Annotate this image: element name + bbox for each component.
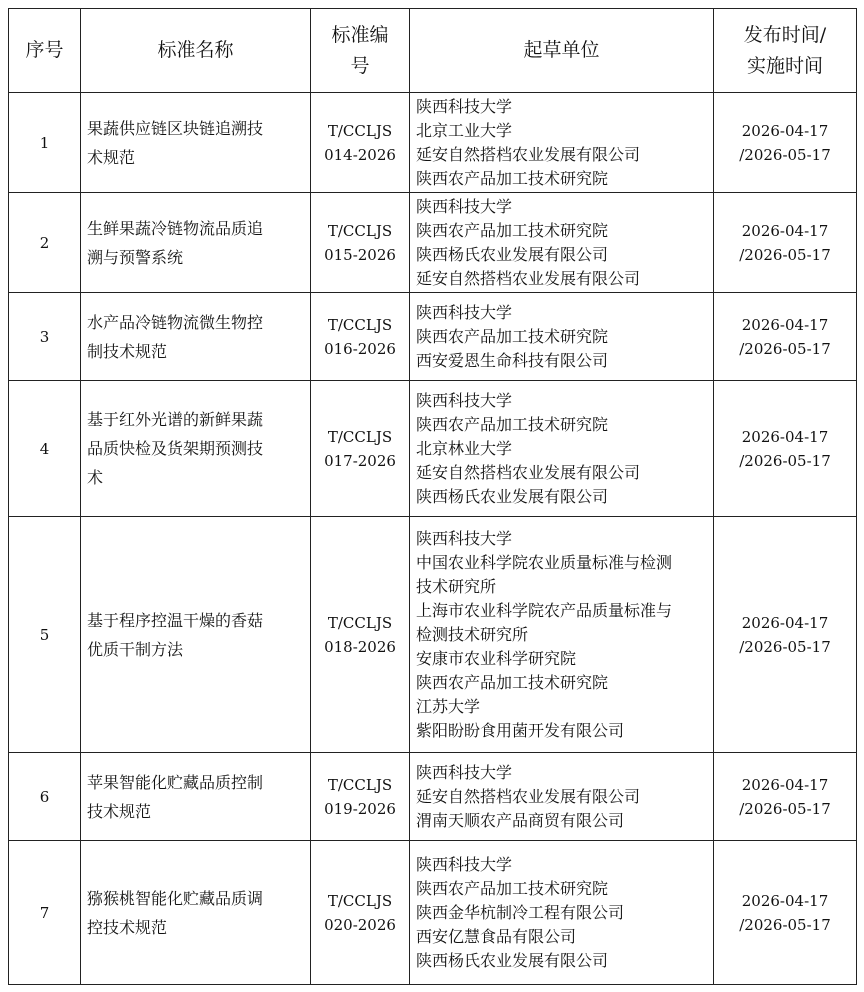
drafting-org: 陕西科技大学 bbox=[416, 96, 513, 116]
cell-no: 6 bbox=[9, 753, 81, 841]
cell-standard-name bbox=[81, 293, 311, 381]
drafting-org: 陕西科技大学 bbox=[416, 196, 513, 216]
standard-code-line: 018-2026 bbox=[324, 637, 396, 656]
cell-no: 7 bbox=[9, 841, 81, 985]
standard-name-line: 基于红外光谱的新鲜果蔬 bbox=[87, 410, 264, 429]
date-line: 2026-04-17 bbox=[741, 891, 829, 910]
date-line: /2026-05-17 bbox=[739, 915, 831, 934]
standard-name-line: 控技术规范 bbox=[87, 917, 168, 937]
standard-name-line: 水产品冷链物流微生物控 bbox=[87, 312, 264, 332]
drafting-org: 陕西科技大学 bbox=[416, 762, 513, 782]
cell-standard-name bbox=[81, 193, 311, 293]
drafting-org: 渭南天顺农产品商贸有限公司 bbox=[416, 810, 625, 830]
cell-no: 2 bbox=[9, 193, 81, 293]
cell-standard-code bbox=[311, 293, 410, 381]
standard-name-line: 溯与预警系统 bbox=[87, 247, 184, 267]
cell-standard-name bbox=[81, 841, 311, 985]
standard-name-line: 优质干制方法 bbox=[87, 639, 184, 659]
date-line: /2026-05-17 bbox=[739, 145, 831, 164]
standard-code-line: T/CCLJS bbox=[327, 891, 393, 910]
drafting-org: 上海市农业科学院农产品质量标准与 bbox=[416, 600, 673, 620]
drafting-org: 延安自然搭档农业发展有限公司 bbox=[416, 268, 641, 288]
cell-drafting-orgs bbox=[410, 517, 714, 753]
cell-standard-code bbox=[311, 841, 410, 985]
drafting-org: 延安自然搭档农业发展有限公司 bbox=[416, 462, 641, 482]
cell-standard-name bbox=[81, 381, 311, 517]
drafting-org: 陕西科技大学 bbox=[416, 302, 513, 322]
drafting-org: 西安爱恩生命科技有限公司 bbox=[416, 350, 609, 370]
cell-no: 5 bbox=[9, 517, 81, 753]
table-row bbox=[9, 93, 857, 193]
cell-drafting-orgs bbox=[410, 293, 714, 381]
header-name: 标准名称 bbox=[81, 9, 311, 93]
header-no: 序号 bbox=[9, 9, 81, 93]
drafting-org: 陕西科技大学 bbox=[416, 528, 513, 548]
standard-code-line: 019-2026 bbox=[324, 799, 396, 818]
header-date-line: 发布时间/ bbox=[743, 23, 827, 46]
table-row bbox=[9, 753, 857, 841]
cell-drafting-orgs bbox=[410, 841, 714, 985]
cell-no: 3 bbox=[9, 293, 81, 381]
standard-code-line: 017-2026 bbox=[324, 451, 396, 470]
standard-code-line: T/CCLJS bbox=[327, 427, 393, 446]
table-row bbox=[9, 193, 857, 293]
drafting-org: 陕西农产品加工技术研究院 bbox=[416, 220, 609, 240]
standard-code-line: 015-2026 bbox=[324, 245, 396, 264]
standard-code-line: 020-2026 bbox=[324, 915, 396, 934]
drafting-org: 延安自然搭档农业发展有限公司 bbox=[416, 144, 641, 164]
cell-no: 1 bbox=[9, 93, 81, 193]
cell-standard-name bbox=[81, 93, 311, 193]
cell-drafting-orgs bbox=[410, 93, 714, 193]
table-header-row bbox=[9, 9, 857, 93]
standard-name-line: 基于程序控温干燥的香菇 bbox=[87, 610, 264, 630]
cell-drafting-orgs bbox=[410, 753, 714, 841]
date-line: /2026-05-17 bbox=[739, 245, 831, 264]
standard-code-line: 016-2026 bbox=[324, 339, 396, 358]
drafting-org: 延安自然搭档农业发展有限公司 bbox=[416, 786, 641, 806]
drafting-org: 中国农业科学院农业质量标准与检测 bbox=[416, 552, 673, 572]
table-row bbox=[9, 293, 857, 381]
cell-standard-code bbox=[311, 517, 410, 753]
standard-code-line: T/CCLJS bbox=[327, 121, 393, 140]
standard-name-line: 苹果智能化贮藏品质控制 bbox=[87, 772, 264, 792]
standards-table bbox=[8, 8, 857, 985]
cell-standard-code bbox=[311, 193, 410, 293]
standard-name-line: 生鲜果蔬冷链物流品质追 bbox=[87, 218, 264, 238]
date-line: 2026-04-17 bbox=[741, 775, 829, 794]
header-date-line: 实施时间 bbox=[746, 54, 823, 77]
drafting-org: 陕西农产品加工技术研究院 bbox=[416, 326, 609, 346]
date-line: /2026-05-17 bbox=[739, 637, 831, 656]
standard-name-line: 术规范 bbox=[87, 147, 136, 167]
drafting-org: 安康市农业科学研究院 bbox=[416, 648, 577, 668]
drafting-org: 江苏大学 bbox=[416, 696, 481, 716]
drafting-org: 西安亿慧食品有限公司 bbox=[416, 926, 577, 946]
header-code-line: 号 bbox=[350, 54, 370, 77]
standard-code-line: T/CCLJS bbox=[327, 315, 393, 334]
drafting-org: 陕西杨氏农业发展有限公司 bbox=[416, 244, 609, 264]
date-line: 2026-04-17 bbox=[741, 221, 829, 240]
cell-no: 4 bbox=[9, 381, 81, 517]
standard-code-line: T/CCLJS bbox=[327, 613, 393, 632]
cell-dates bbox=[714, 517, 857, 753]
date-line: /2026-05-17 bbox=[739, 339, 831, 358]
drafting-org: 北京林业大学 bbox=[416, 438, 513, 458]
drafting-org: 陕西杨氏农业发展有限公司 bbox=[416, 950, 609, 970]
standard-code-line: T/CCLJS bbox=[327, 775, 393, 794]
cell-standard-code bbox=[311, 381, 410, 517]
cell-drafting-orgs bbox=[410, 193, 714, 293]
drafting-org: 北京工业大学 bbox=[416, 120, 513, 140]
date-line: /2026-05-17 bbox=[739, 799, 831, 818]
table-row bbox=[9, 517, 857, 753]
date-line: /2026-05-17 bbox=[739, 451, 831, 470]
header-date bbox=[714, 9, 857, 93]
cell-dates bbox=[714, 753, 857, 841]
table-row bbox=[9, 381, 857, 517]
cell-dates bbox=[714, 381, 857, 517]
cell-drafting-orgs bbox=[410, 381, 714, 517]
header-org: 起草单位 bbox=[410, 9, 714, 93]
cell-dates bbox=[714, 293, 857, 381]
standard-name-line: 技术规范 bbox=[87, 801, 152, 821]
standard-code-line: T/CCLJS bbox=[327, 221, 393, 240]
drafting-org: 陕西杨氏农业发展有限公司 bbox=[416, 486, 609, 506]
date-line: 2026-04-17 bbox=[741, 613, 829, 632]
standard-code-line: 014-2026 bbox=[324, 145, 396, 164]
standard-name-line: 果蔬供应链区块链追溯技 bbox=[87, 118, 264, 138]
drafting-org: 陕西金华杭制冷工程有限公司 bbox=[416, 902, 625, 922]
drafting-org: 检测技术研究所 bbox=[416, 624, 529, 644]
drafting-org: 紫阳盼盼食用菌开发有限公司 bbox=[416, 720, 625, 740]
standard-name-line: 猕猴桃智能化贮藏品质调 bbox=[87, 888, 264, 908]
standard-name-line: 术 bbox=[87, 468, 104, 487]
cell-dates bbox=[714, 841, 857, 985]
drafting-org: 陕西科技大学 bbox=[416, 390, 513, 410]
date-line: 2026-04-17 bbox=[741, 121, 829, 140]
header-code bbox=[311, 9, 410, 93]
header-code-line: 标准编 bbox=[331, 23, 389, 46]
standard-name-line: 品质快检及货架期预测技 bbox=[87, 439, 264, 458]
drafting-org: 技术研究所 bbox=[416, 576, 497, 596]
date-line: 2026-04-17 bbox=[741, 315, 829, 334]
drafting-org: 陕西农产品加工技术研究院 bbox=[416, 672, 609, 692]
cell-standard-code bbox=[311, 753, 410, 841]
standard-name-line: 制技术规范 bbox=[87, 341, 168, 361]
drafting-org: 陕西科技大学 bbox=[416, 854, 513, 874]
table-body bbox=[9, 93, 857, 985]
cell-standard-name bbox=[81, 753, 311, 841]
drafting-org: 陕西农产品加工技术研究院 bbox=[416, 168, 609, 188]
table-row bbox=[9, 841, 857, 985]
date-line: 2026-04-17 bbox=[741, 427, 829, 446]
drafting-org: 陕西农产品加工技术研究院 bbox=[416, 878, 609, 898]
drafting-org: 陕西农产品加工技术研究院 bbox=[416, 414, 609, 434]
cell-dates bbox=[714, 193, 857, 293]
cell-standard-name bbox=[81, 517, 311, 753]
cell-standard-code bbox=[311, 93, 410, 193]
cell-dates bbox=[714, 93, 857, 193]
